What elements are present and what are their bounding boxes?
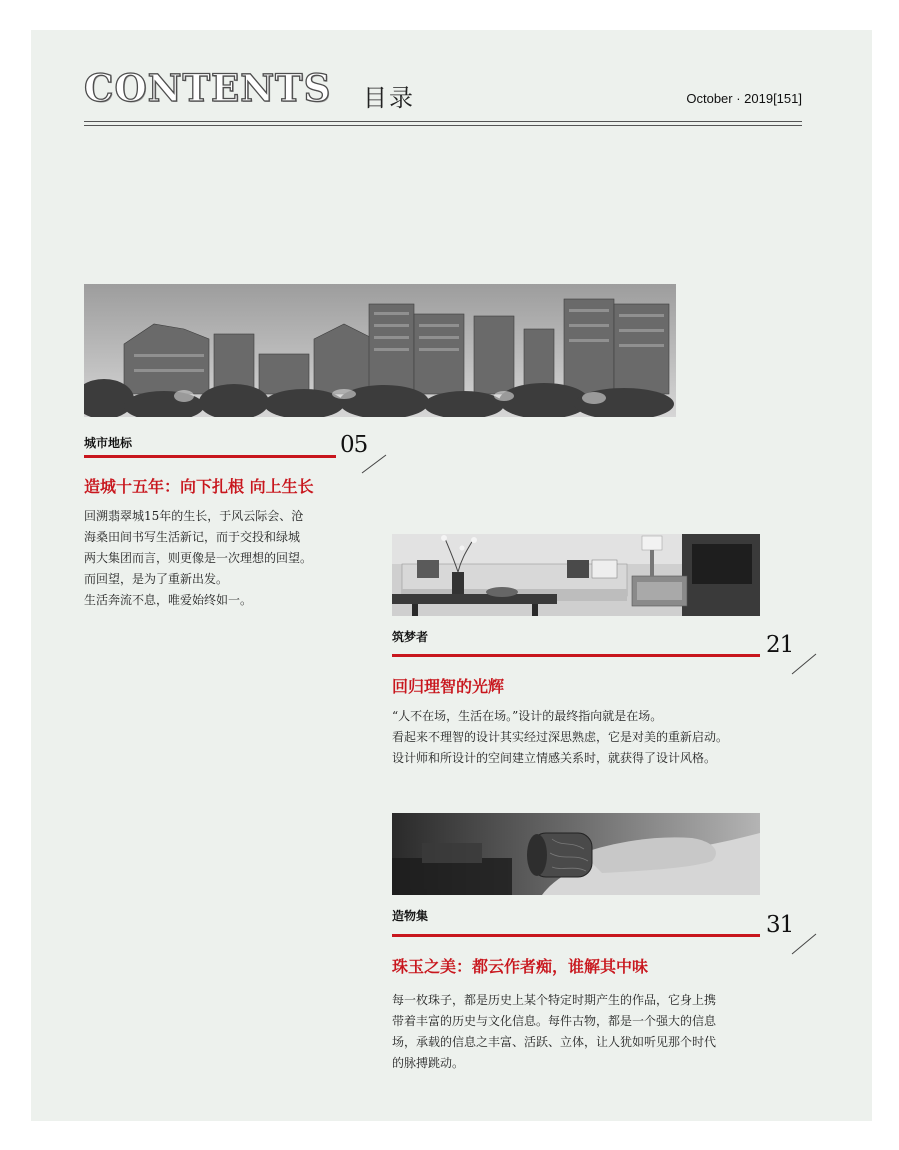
bead-in-hand-photo (392, 813, 760, 895)
page-number[interactable]: 21 (766, 632, 794, 658)
page-number[interactable]: 31 (766, 912, 794, 938)
article-summary (84, 506, 344, 611)
page-number-slash (790, 932, 820, 956)
summary-line: 两大集团而言，则更像是一次理想的回望。 (84, 551, 313, 565)
summary-line: 带着丰富的历史与文化信息。每件古物，都是一个强大的信息 (392, 1014, 717, 1028)
city-buildings-photo (84, 284, 676, 417)
summary-line: 每一枚珠子，都是历史上某个特定时期产生的作品，它身上携 (392, 993, 717, 1007)
contents-heading: CONTENTS (84, 66, 332, 110)
article-category: 筑梦者 (392, 630, 429, 644)
living-room-photo (392, 534, 760, 616)
summary-line: 场，承载的信息之丰富、活跃、立体，让人犹如听见那个时代 (392, 1035, 717, 1049)
article-summary (392, 990, 782, 1074)
summary-line: 生活奔流不息，唯爱始终如一。 (84, 593, 253, 607)
summary-line: “人不在场，生活在场。”设计的最终指向就是在场。 (392, 709, 663, 723)
category-red-rule (392, 934, 760, 937)
category-red-rule (392, 654, 760, 657)
article-summary (392, 706, 792, 769)
summary-line: 而回望，是为了重新出发。 (84, 572, 229, 586)
page-number-slash (790, 652, 820, 676)
page-number[interactable]: 05 (340, 432, 368, 458)
category-red-rule (84, 455, 336, 458)
article-title[interactable]: 回归理智的光辉 (392, 677, 505, 696)
summary-line: 海桑田间书写生活新记，而于交投和绿城 (84, 530, 301, 544)
header-rule-top (84, 121, 802, 122)
page-number-slash (360, 453, 390, 475)
article-title[interactable]: 珠玉之美：都云作者痴，谁解其中味 (392, 957, 649, 976)
article-title[interactable]: 造城十五年：向下扎根 向上生长 (84, 477, 314, 496)
article-category: 城市地标 (84, 436, 133, 450)
issue-label: October · 2019[151] (686, 91, 802, 106)
header-rule-bottom (84, 125, 802, 126)
summary-line: 回溯翡翠城15年的生长，于风云际会、沧 (84, 509, 304, 523)
contents-heading-chinese: 目录 (363, 84, 415, 112)
summary-line: 的脉搏跳动。 (392, 1056, 465, 1070)
summary-line: 看起来不理智的设计其实经过深思熟虑，它是对美的重新启动。 (392, 730, 729, 744)
article-category: 造物集 (392, 909, 429, 923)
summary-line: 设计师和所设计的空间建立情感关系时，就获得了设计风格。 (392, 751, 717, 765)
